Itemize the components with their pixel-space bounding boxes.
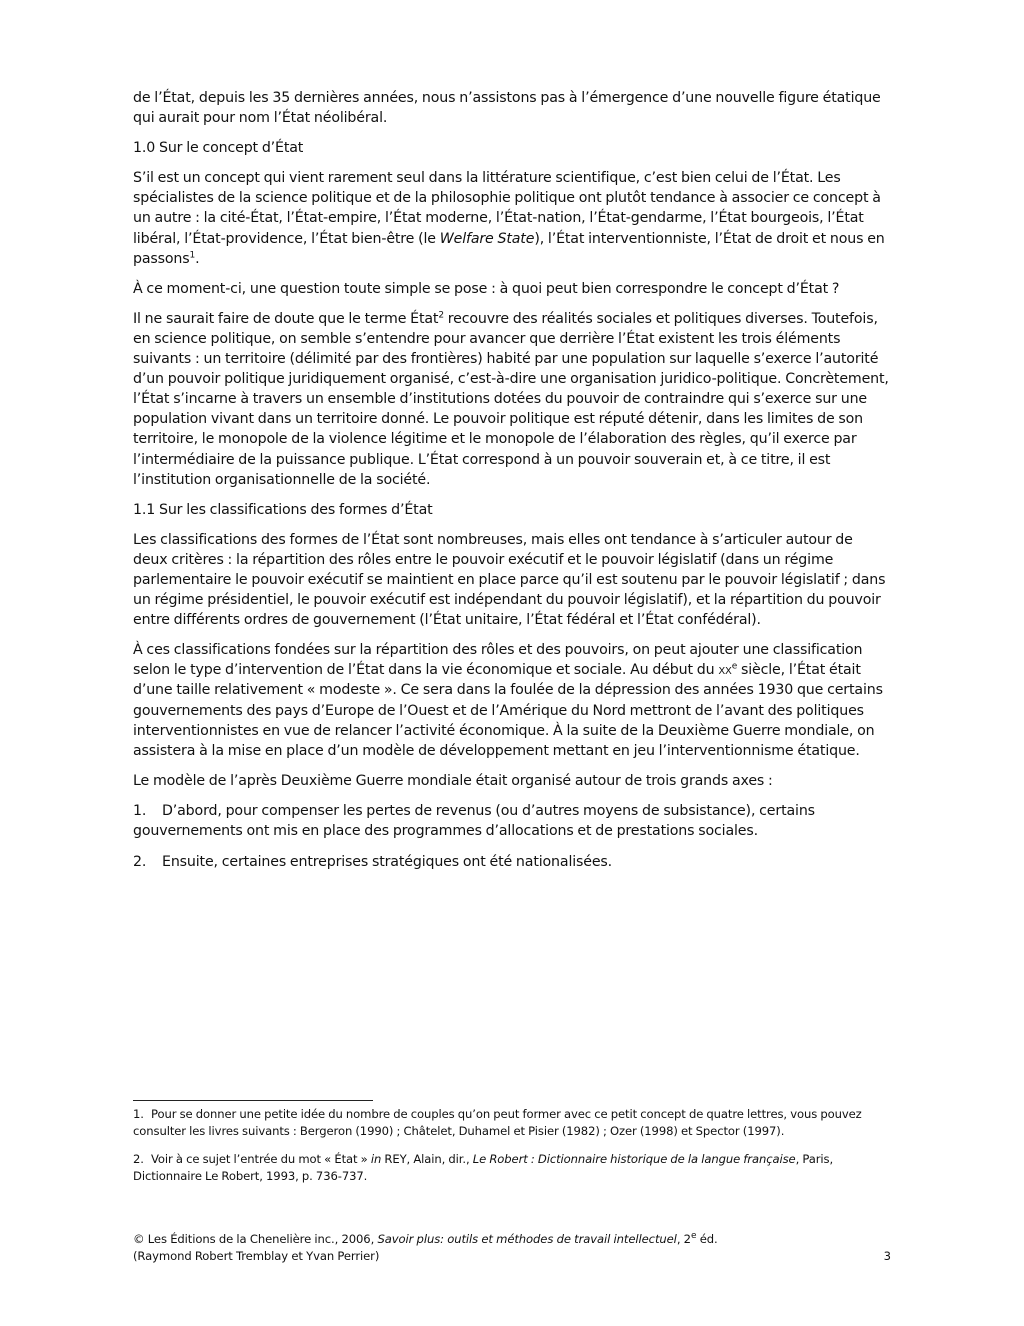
- footnote-ref-2[interactable]: 2: [438, 310, 444, 321]
- footnote-2: 2. Voir à ce sujet l’entrée du mot « État » in REY, Alain, dir., Le Robert : Dictionnaire historique de la langue française, Paris, Dictionnaire Le Robert, 1993, p. 736-737.: [133, 1152, 834, 1183]
- list-text: Ensuite, certaines entreprises stratégiques ont été nationalisées.: [162, 854, 613, 871]
- paragraph-intro: de l’État, depuis les 35 dernières années, nous n’assistons pas à l’émergence d’une nouvelle figure étatique qui aurait pour nom l’État néolibéral.: [133, 90, 881, 127]
- paragraph-definition: Il ne saurait faire de doute que le terme État$^2$ recouvre des réalités sociales et politiques diverses. Toutefois, en science politique, on semble s’entendre pour avancer que derrière l’État existent les trois éléments suivants : un territoire (délimité par des frontières) habité par une population sur laquelle s’exerce l’autorité d’un pouvoir politique juridiquement organisé, c’est-à-dire une organisation juridico-politique. Concrètement, l’État s’incarne à travers un ensemble d’institutions dotées du pouvoir de contraindre qui s’exerce sur une population vivant dans un territoire donné. Le pouvoir politique est réputé détenir, dans les limites de son territoire, le monopole de la violence légitime et le monopole de l’élaboration des règles, qu’il exerce par l’intermédiaire de la puissance publique. L’État correspond à un pouvoir souverain et, à ce titre, il est l’institution organisationnelle de la société.: [133, 310, 889, 488]
- paragraph-intervention: À ces classifications fondées sur la répartition des rôles et des pouvoirs, on peut ajouter une classification selon le type d’intervention de l’État dans la vie économique et sociale. Au début du $xx^e$ siècle, l’État était d’une taille relativement « modeste ». Ce sera dans la foulée de la dépression des années 1930 que certains gouvernements des pays d’Europe de l’Ouest et de l’Amérique du Nord mettront de l’avant des politiques interventionnistes en vue de relancer l’activité économique. À la suite de la Deuxième Guerre mondiale, on assistera à la mise en place d’un modèle de développement mettant en jeu l’interventionnisme étatique.: [133, 642, 883, 759]
- reference-title: Le Robert : Dictionnaire historique de la langue française: [472, 1152, 796, 1166]
- paragraph-model: Le modèle de l’après Deuxième Guerre mondiale était organisé autour de trois grands axes :: [133, 772, 773, 789]
- authors-line: (Raymond Robert Tremblay et Yvan Perrier): [133, 1249, 380, 1263]
- century-numeral: xx: [718, 662, 732, 679]
- italic-term: Welfare State: [439, 230, 535, 247]
- footnote-divider: [133, 1100, 373, 1101]
- paragraph-question: À ce moment-ci, une question toute simple se pose : à quoi peut bien correspondre le concept d’État ?: [133, 280, 840, 297]
- page-footer: [133, 1231, 891, 1265]
- document-body: [133, 88, 891, 883]
- list-text: D’abord, pour compenser les pertes de revenus (ou d’autres moyens de subsistance), certains gouvernements ont mis en place des programmes d’allocations et de prestations sociales.: [133, 802, 815, 839]
- footnote-ref-1[interactable]: 1: [189, 249, 196, 260]
- paragraph-classifications: Les classifications des formes de l’État sont nombreuses, mais elles ont tendance à s’articuler autour de deux critères : la répartition des rôles entre le pouvoir exécutif et le pouvoir législatif (dans un régime parlementaire le pouvoir exécutif se maintient en place parce qu’il est soutenu par le pouvoir législatif ; dans un régime présidentiel, le pouvoir exécutif est indépendant du pouvoir législatif), et la répartition du pouvoir entre différents ordres de gouvernement (l’État unitaire, l’État fédéral et l’État confédéral).: [133, 531, 886, 629]
- footnote-1: 1. Pour se donner une petite idée du nombre de couples qu’on peut former avec ce petit concept de quatre lettres, vous pouvez consulter les livres suivants : Bergeron (1990) ; Châtelet, Duhamel et Pisier (1982) ; Ozer (1998) et Spector (1997).: [133, 1107, 862, 1138]
- list-number: 2.: [133, 854, 147, 871]
- footnotes: [133, 1106, 891, 1196]
- list-number: 1.: [133, 802, 147, 819]
- book-title: Savoir plus: outils et méthodes de travail intellectuel: [377, 1232, 677, 1246]
- paragraph-concept: S’il est un concept qui vient rarement seul dans la littérature scientifique, c’est bien celui de l’État. Les spécialistes de la science politique et de la philosophie politique ont plutôt tendance à associer ce concept à un autre : la cité-État, l’État-empire, l’État moderne, l’État-nation, l’État-gendarme, l’État bourgeois, l’État libéral, l’État-providence, l’État bien-être (le Welfare State), l’État interventionniste, l’État de droit et nous en passons$^1$.: [133, 170, 885, 267]
- list-item: [133, 801, 891, 841]
- section-heading-concept: 1.0 Sur le concept d’État: [133, 140, 304, 157]
- list-item: [133, 852, 891, 872]
- copyright-line: © Les Éditions de la Chenelière inc., 2006, Savoir plus: outils et méthodes de travail intellectuel, 2e éd.: [133, 1231, 718, 1246]
- page-number: 3: [883, 1249, 891, 1263]
- section-heading-classifications: 1.1 Sur les classifications des formes d’État: [133, 501, 433, 518]
